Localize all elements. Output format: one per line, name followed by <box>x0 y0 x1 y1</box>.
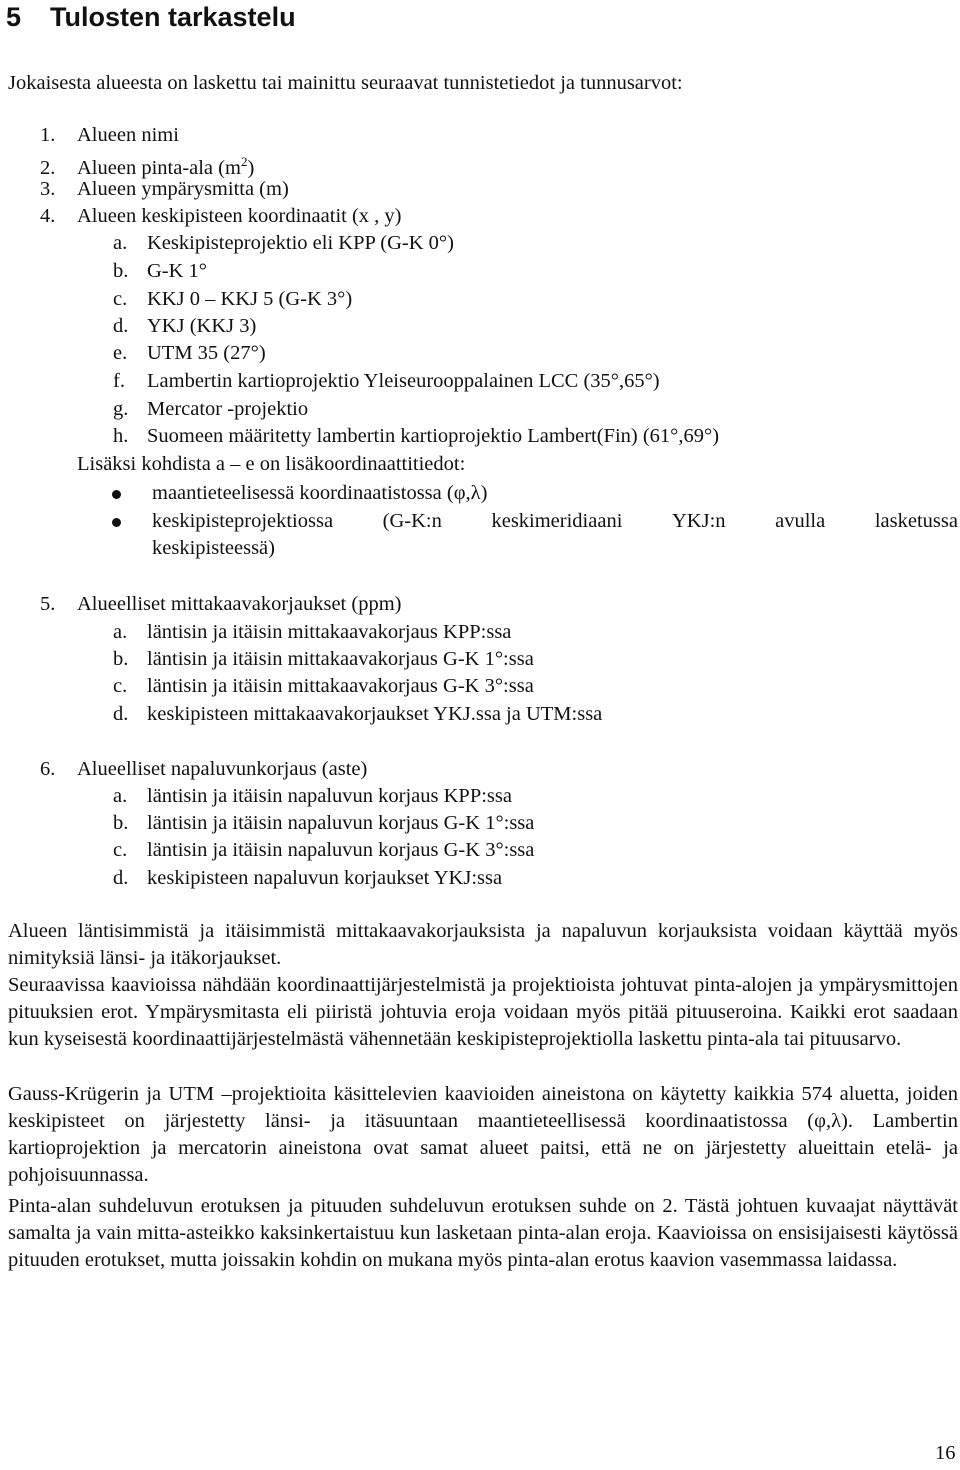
sublist-letter: b. <box>113 648 129 670</box>
list-number: 1. <box>40 124 56 146</box>
sublist-text: Suomeen määritetty lambertin kartioprojektio Lambert(Fin) (61°,69°) <box>147 425 720 447</box>
sublist-item <box>113 230 454 256</box>
sublist-letter: h. <box>113 425 129 447</box>
sublist-item <box>113 368 660 394</box>
paragraph: Gauss-Krügerin ja UTM –projektioita käsittelevien kaavioiden aineistona on käytetty kaikkia 574 aluetta, joiden keskipisteet on järjestetty länsi- ja itäsuuntaan maantieteellisessä koordinaatistossa (φ,λ). Lambertin kartioprojektion ja mercatorin aineistona ovat samat alueet paitsi, että ne on järjestetty alueittain etelä- ja pohjoisuunnassa. <box>8 1083 958 1186</box>
sublist-letter: c. <box>113 839 128 861</box>
sublist-letter: d. <box>113 315 129 337</box>
bullet-text-continued: keskipisteessä) <box>152 537 275 559</box>
bullet-icon <box>112 490 121 499</box>
list-number: 2. <box>40 157 56 179</box>
list-text: Alueelliset mittakaavakorjaukset (ppm) <box>77 593 402 615</box>
word: keskipisteprojektiossa <box>152 510 334 532</box>
sublist-text: Lambertin kartioprojektio Yleiseurooppalainen LCC (35°,65°) <box>147 370 660 392</box>
sublist-text: läntisin ja itäisin mittakaavakorjaus KPP:ssa <box>147 621 512 643</box>
sublist-item <box>113 810 534 836</box>
section-number: 5 <box>6 2 22 32</box>
sublist-text: Keskipisteprojektio eli KPP (G-K 0°) <box>147 232 454 254</box>
superscript: 2 <box>240 154 248 169</box>
sublist-item <box>113 673 534 699</box>
word: keskimeridiaani <box>491 510 623 532</box>
sublist-letter: f. <box>113 370 125 392</box>
word: YKJ:n <box>672 510 726 532</box>
sublist-letter: a. <box>113 621 128 643</box>
sublist-item <box>113 340 266 366</box>
list-text: Alueelliset napaluvunkorjaus (aste) <box>77 758 368 780</box>
list-item <box>40 591 401 617</box>
sublist-letter: c. <box>113 675 128 697</box>
sublist-item <box>113 396 308 422</box>
bullet-icon <box>112 518 121 527</box>
list-text: Alueen keskipisteen koordinaatit (x , y) <box>77 205 402 227</box>
list-text: Alueen ympärysmitta (m) <box>77 178 289 200</box>
sublist-item <box>113 423 719 449</box>
additional-info-text: Lisäksi kohdista a – e on lisäkoordinaattitiedot: <box>77 453 466 475</box>
page-number: 16 <box>935 1442 956 1464</box>
sublist-item <box>113 701 602 727</box>
sublist-text: UTM 35 (27°) <box>147 342 266 364</box>
sublist-letter: b. <box>113 812 129 834</box>
sublist-text: keskipisteen mittakaavakorjaukset YKJ.ssa ja UTM:ssa <box>147 703 603 725</box>
sublist-letter: g. <box>113 398 129 420</box>
sublist-text: läntisin ja itäisin mittakaavakorjaus G-K 3°:ssa <box>147 675 534 697</box>
bullet-text-justified <box>152 508 958 534</box>
list-number: 4. <box>40 205 56 227</box>
word: lasketussa <box>874 510 958 532</box>
sublist-item <box>113 258 207 284</box>
sublist-text: G-K 1° <box>147 260 208 282</box>
intro-text: Jokaisesta alueesta on laskettu tai mainittu seuraavat tunnistetiedot ja tunnusarvot: <box>8 72 683 94</box>
section-heading <box>6 0 296 34</box>
sublist-letter: b. <box>113 260 129 282</box>
sublist-item <box>113 646 534 672</box>
paragraph: Pinta-alan suhdeluvun erotuksen ja pituuden suhdeluvun erotuksen suhde on 2. Tästä johtuen kuvaajat näyttävät samalta ja vain mitta-asteikko kaksinkertaistuu kun lasketaan pinta-alan eroja. Kaavioissa on ensisijaisesti käytössä pituuden erotukset, mutta joissakin kohdin on mukana myös pinta-alan erotus kaavion vasemmassa laidassa. <box>8 1195 958 1271</box>
sublist-item <box>113 837 534 863</box>
word: avulla <box>775 510 826 532</box>
sublist-letter: a. <box>113 785 128 807</box>
list-number: 3. <box>40 178 56 200</box>
sublist-item <box>113 286 352 312</box>
list-item <box>40 122 179 148</box>
sublist-text: Mercator -projektio <box>147 398 309 420</box>
sublist-letter: d. <box>113 867 129 889</box>
bullet-text: maantieteelisessä koordinaatistossa (φ,λ) <box>152 482 488 504</box>
sublist-text: KKJ 0 – KKJ 5 (G-K 3°) <box>147 288 353 310</box>
sublist-text: YKJ (KKJ 3) <box>147 315 257 337</box>
sublist-item <box>113 783 512 809</box>
list-text: Alueen nimi <box>77 124 179 146</box>
sublist-item <box>113 865 502 891</box>
list-number: 6. <box>40 758 56 780</box>
sublist-item <box>113 619 511 645</box>
sublist-letter: c. <box>113 288 128 310</box>
sublist-letter: a. <box>113 232 128 254</box>
sublist-letter: e. <box>113 342 128 364</box>
list-number: 5. <box>40 593 56 615</box>
sublist-text: läntisin ja itäisin napaluvun korjaus G-K 1°:ssa <box>147 812 535 834</box>
sublist-text: läntisin ja itäisin napaluvun korjaus KPP:ssa <box>147 785 512 807</box>
sublist-letter: d. <box>113 703 129 725</box>
list-item <box>40 756 367 782</box>
sublist-item <box>113 313 256 339</box>
word: (G-K:n <box>382 510 442 532</box>
section-title: Tulosten tarkastelu <box>50 2 296 32</box>
list-item <box>40 176 289 202</box>
paragraph: Alueen läntisimmistä ja itäisimmistä mittakaavakorjauksista ja napaluvun korjauksista voidaan käyttää myös nimityksiä länsi- ja itäkorjaukset. <box>8 920 958 969</box>
sublist-text: keskipisteen napaluvun korjaukset YKJ:ssa <box>147 867 503 889</box>
paragraph: Seuraavissa kaavioissa nähdään koordinaattijärjestelmistä ja projektioista johtuvat pinta-alojen ja ympärysmittojen pituuksien erot. Ympärysmitasta eli piiristä johtuvia eroja voidaan myös pitää pituuseroina. Kaikki erot saadaan kun kyseisestä koordinaattijärjestelmästä vähennetään keskipisteprojektiolla laskettu pinta-ala tai pituusarvo. <box>8 974 958 1050</box>
sublist-text: läntisin ja itäisin napaluvun korjaus G-K 3°:ssa <box>147 839 535 861</box>
list-text-end: ) <box>247 157 255 179</box>
list-item <box>40 203 402 229</box>
list-text: Alueen pinta-ala (m <box>77 157 241 179</box>
sublist-text: läntisin ja itäisin mittakaavakorjaus G-K 1°:ssa <box>147 648 534 670</box>
